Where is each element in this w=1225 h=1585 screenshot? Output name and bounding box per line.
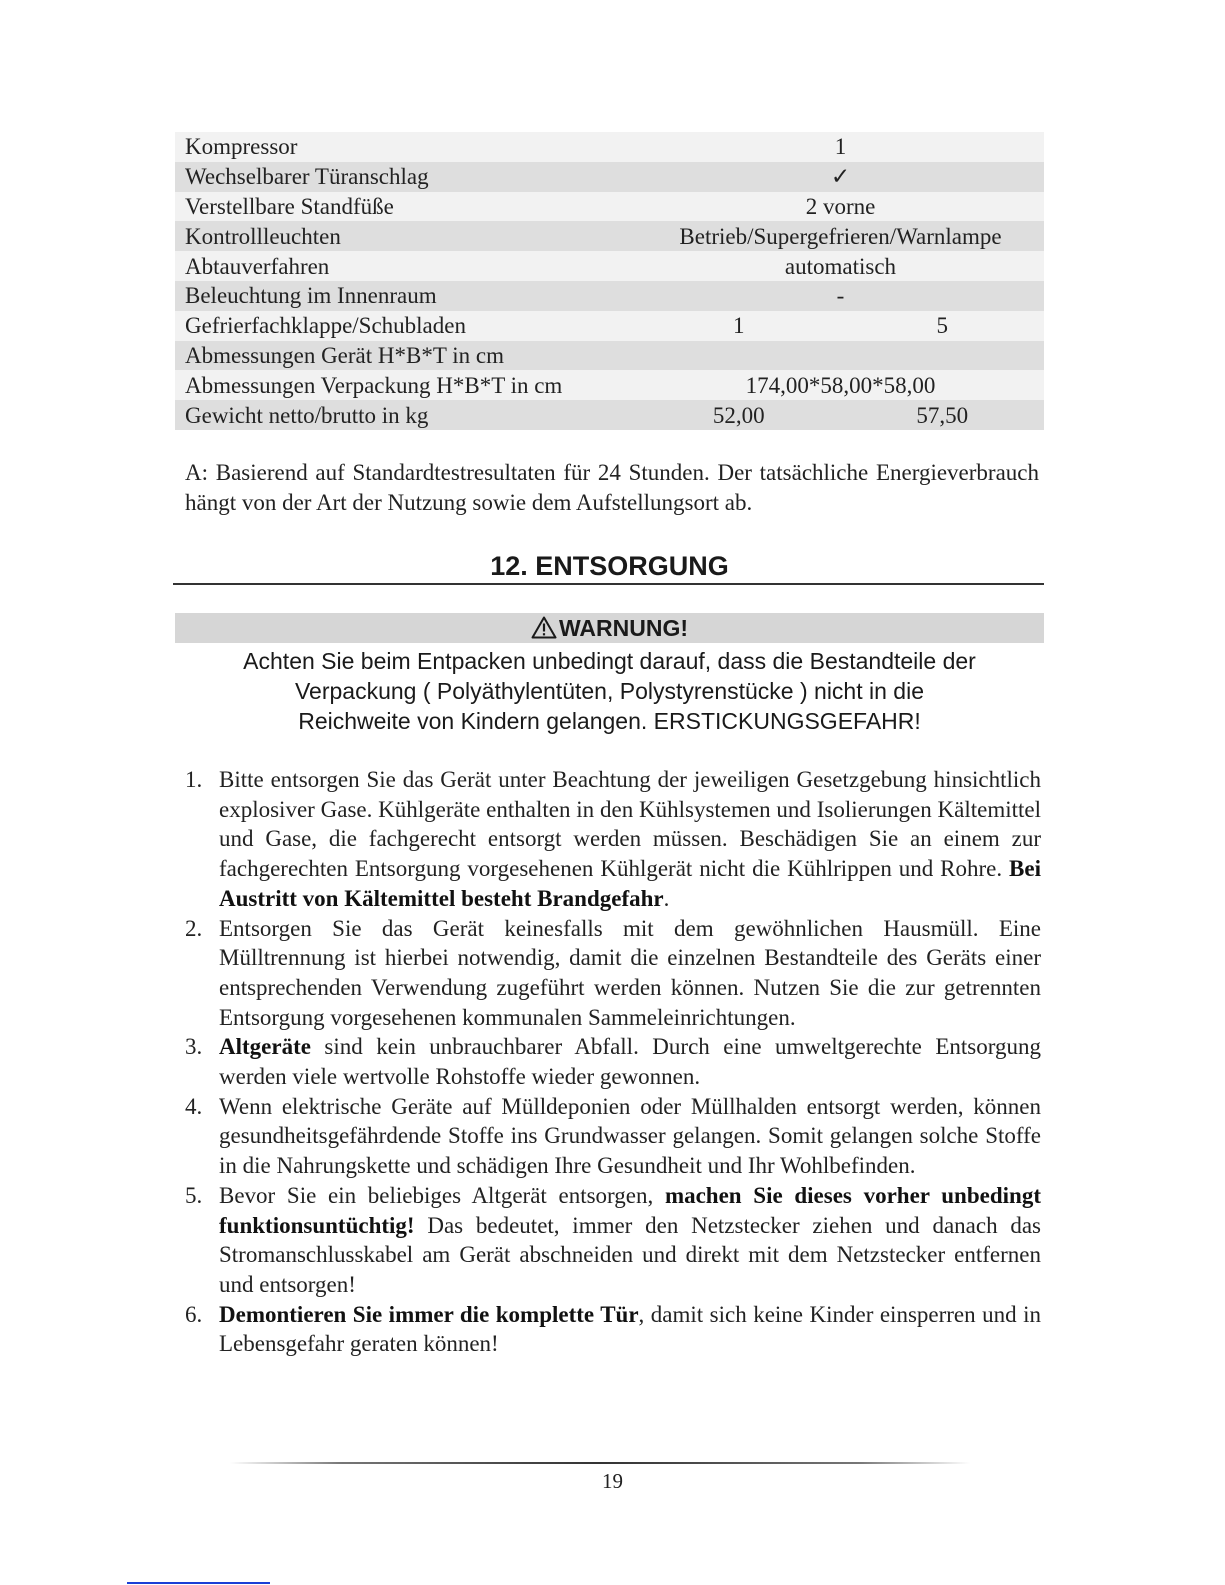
- spec-label: Wechselbarer Türanschlag: [175, 162, 637, 192]
- spec-value: 174,00*58,00*58,00: [637, 370, 1044, 400]
- list-item-number: 2.: [185, 915, 203, 941]
- spec-value-second: 5: [936, 313, 948, 339]
- spec-value: automatisch: [637, 251, 1044, 281]
- list-item-text: Bevor Sie ein beliebiges Altgerät entsorgen,: [219, 1182, 665, 1208]
- spec-value-first: 1: [733, 313, 745, 339]
- warning-label: WARNUNG!: [558, 615, 689, 641]
- spec-row-drawers: [175, 311, 1044, 341]
- footer-divider: [230, 1462, 970, 1464]
- list-item-emphasis: Demontieren Sie immer die komplette Tür: [219, 1301, 639, 1327]
- list-item-text: Bitte entsorgen Sie das Gerät unter Beachtung der jeweiligen Gesetzgebung hinsichtlich explosiver Gase. Kühlgeräte enthalten in den Kühlsystemen und Isolierungen Kältemittel und Gase, die fachgerecht entsorgt werden müssen. Beschädigen Sie an einem zur fachgerechten Entsorgung vorgesehenen Kühlgerät nicht die Kühlrippen und Rohre.: [219, 767, 1041, 882]
- spec-table: [175, 132, 1044, 430]
- list-item-number: 3.: [185, 1034, 203, 1060]
- spec-row-defrost: [175, 251, 1044, 281]
- list-item: [185, 1181, 1041, 1300]
- list-item: [185, 1032, 1041, 1091]
- spec-row-feet: [175, 192, 1044, 222]
- spec-row-indicator-lights: [175, 221, 1044, 251]
- spec-value-pair: [637, 311, 1044, 341]
- spec-label: Abmessungen Verpackung H*B*T in cm: [175, 370, 637, 400]
- spec-row-door-hinge: [175, 162, 1044, 192]
- warning-line: Achten Sie beim Entpacken unbedingt darauf, dass die Bestandteile der: [243, 648, 976, 674]
- list-item-number: 5.: [185, 1182, 203, 1208]
- spec-label: Verstellbare Standfüße: [175, 192, 637, 222]
- spec-label: Gewicht netto/brutto in kg: [175, 400, 637, 430]
- spec-value: Betrieb/Supergefrieren/Warnlampe: [637, 221, 1044, 251]
- list-item: [185, 914, 1041, 1033]
- warning-line: Verpackung ( Polyäthylentüten, Polystyrenstücke ) nicht in die: [294, 678, 924, 704]
- spec-value-pair: [637, 400, 1044, 430]
- list-item-emphasis: machen Sie dieses vorher unbedingt funktionsuntüchtig!: [219, 1182, 1041, 1238]
- list-item-text: Das bedeutet, immer den Netzstecker ziehen und danach das Stromanschlusskabel am Gerät abschneiden und direkt mit dem Netzstecker entfernen und entsorgen!: [219, 1212, 1041, 1297]
- spec-label: Abmessungen Gerät H*B*T in cm: [175, 341, 637, 371]
- spec-value: -: [637, 281, 1044, 311]
- list-item-emphasis: Altgeräte: [219, 1034, 311, 1060]
- spec-row-device-dimensions: [175, 341, 1044, 371]
- spec-row-compressor: [175, 132, 1044, 162]
- warning-triangle-icon: [531, 616, 557, 646]
- spec-label: Abtauverfahren: [175, 251, 637, 281]
- list-item-text: Wenn elektrische Geräte auf Mülldeponien oder Müllhalden entsorgt werden, können gesundheitsgefährdende Stoffe ins Grundwasser gelangen. Somit gelangen solche Stoffe in die Nahrungskette und schädigen Ihre Gesundheit und Ihr Wohlbefinden.: [219, 1093, 1041, 1179]
- spec-row-package-dimensions: [175, 370, 1044, 400]
- spec-value-first: 52,00: [712, 402, 765, 428]
- spec-value: 1: [637, 132, 1044, 162]
- spec-label: Gefrierfachklappe/Schubladen: [175, 311, 637, 341]
- warning-banner: [175, 613, 1044, 643]
- checkmark-icon: ✓: [637, 162, 1044, 192]
- footnote-text: A: Basierend auf Standardtestresultaten für 24 Stunden. Der tatsächliche Energieverbrauch hängt von der Art der Nutzung sowie dem Aufstellungsort ab.: [185, 460, 1039, 515]
- spec-value: 2 vorne: [637, 192, 1044, 222]
- section-divider: [173, 583, 1044, 585]
- spec-value: [637, 341, 1044, 371]
- section-title: 12. ENTSORGUNG: [490, 551, 729, 581]
- spec-label: Beleuchtung im Innenraum: [175, 281, 637, 311]
- list-item-text: .: [663, 885, 670, 911]
- energy-footnote: [185, 458, 1039, 518]
- disposal-instructions-list: [185, 765, 1041, 1359]
- warning-line: Reichweite von Kindern gelangen. ERSTICKUNGSGEFAHR!: [298, 708, 921, 734]
- page-number: 19: [602, 1469, 623, 1493]
- list-item-number: 6.: [185, 1301, 203, 1327]
- warning-message: [175, 646, 1044, 736]
- spec-value-second: 57,50: [916, 402, 969, 428]
- list-item-number: 1.: [185, 767, 203, 792]
- spec-row-weight: [175, 400, 1044, 430]
- list-item-text: sind kein unbrauchbarer Abfall. Durch eine umweltgerechte Entsorgung werden viele wertvolle Rohstoffe wieder gewonnen.: [219, 1034, 1041, 1090]
- spec-label: Kompressor: [175, 132, 637, 162]
- list-item: [185, 1300, 1041, 1359]
- list-item-emphasis: Bei Austritt von Kältemittel besteht Brandgefahr: [219, 856, 1041, 911]
- hyperlink-underline[interactable]: [127, 1582, 270, 1584]
- list-item: [185, 765, 1041, 914]
- spec-label: Kontrollleuchten: [175, 221, 637, 251]
- list-item: [185, 1092, 1041, 1181]
- list-item-text: , damit sich keine Kinder einsperren und in Lebensgefahr geraten können!: [219, 1301, 1041, 1357]
- spec-row-interior-light: [175, 281, 1044, 311]
- list-item-text: Entsorgen Sie das Gerät keinesfalls mit dem gewöhnlichen Hausmüll. Eine Mülltrennung ist hierbei notwendig, damit die einzelnen Bestandteile des Geräts einer entsprechenden Verwendung zugeführt werden können. Nutzen Sie die zur getrennten Entsorgung vorgesehenen kommunalen Sammeleinrichtungen.: [219, 915, 1041, 1030]
- list-item-number: 4.: [185, 1093, 203, 1119]
